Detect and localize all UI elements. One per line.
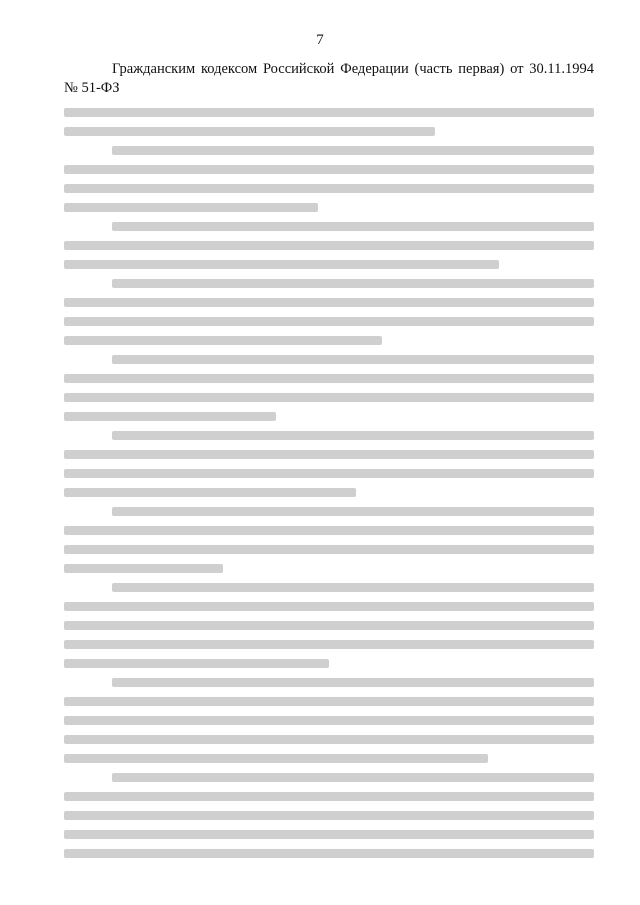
paragraph-placeholder [64,146,594,212]
paragraph-placeholder [64,583,594,668]
paragraph-placeholder [64,431,594,497]
legal-text-body [64,60,594,868]
paragraph-placeholder [64,507,594,573]
opening-snippet: Гражданским кодексом Российской Федерации (часть первая) от 30.11.1994 № 51-ФЗ [64,61,594,96]
paragraph-placeholder [64,355,594,421]
page-number: 7 [316,32,324,48]
paragraph-placeholder [64,773,594,858]
paragraph-placeholder [64,222,594,269]
paragraph-placeholder [64,279,594,345]
paragraph-placeholder [64,108,594,136]
paragraph-placeholder [64,678,594,763]
